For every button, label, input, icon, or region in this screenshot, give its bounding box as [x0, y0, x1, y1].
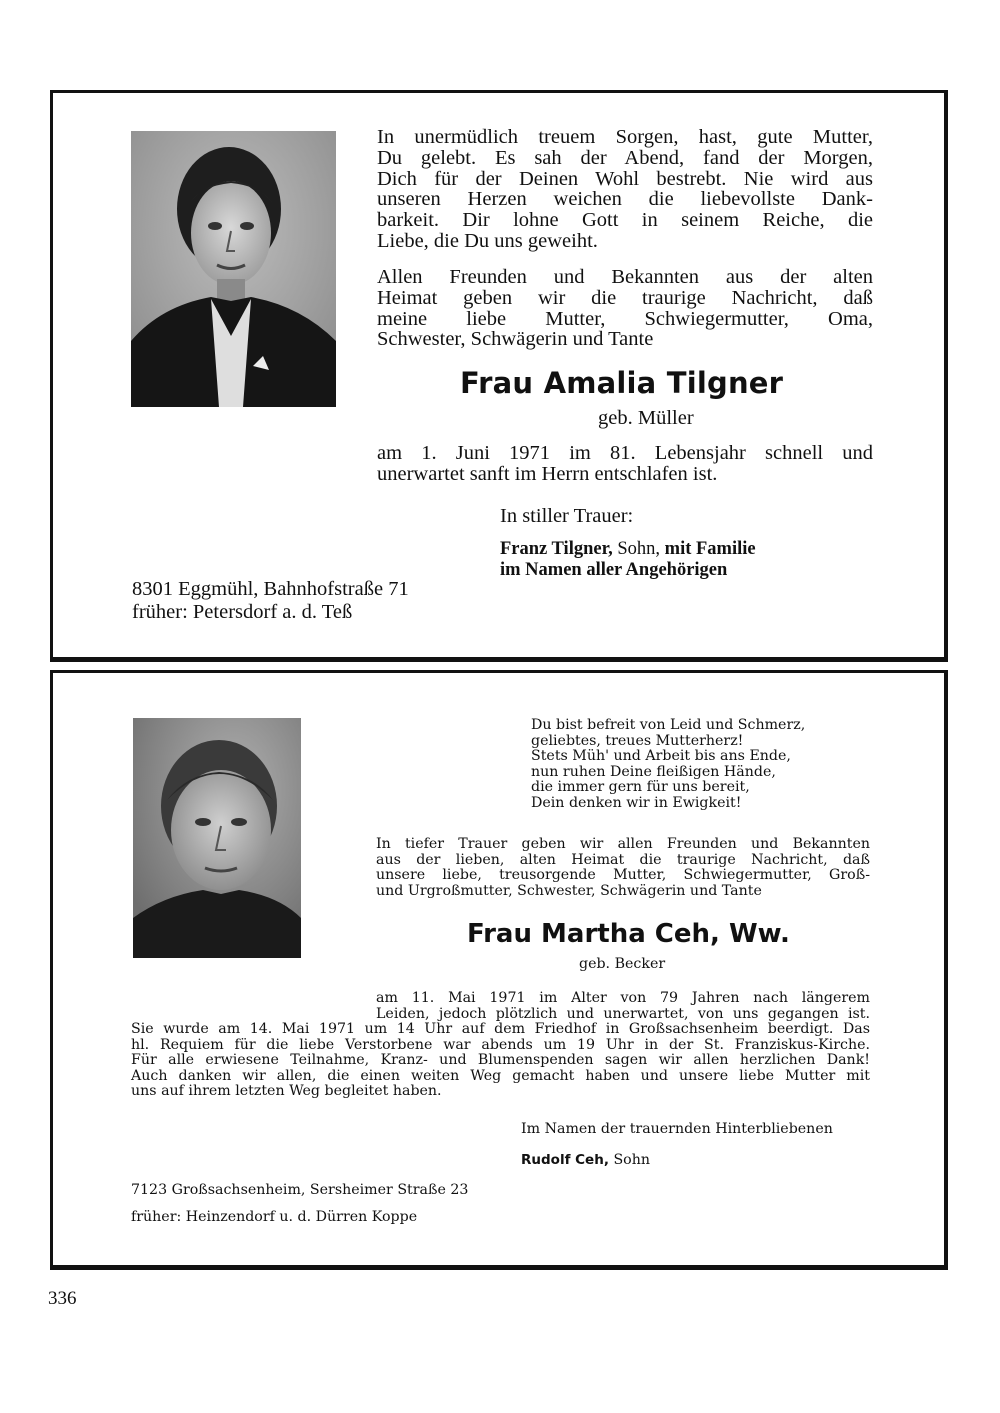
death-line: am 1. Juni 1971 im 81. Lebensjahr schnell und: [377, 442, 873, 464]
address: 7123 Großsachsenheim, Sersheimer Straße 23: [131, 1182, 469, 1198]
intro-line: meine liebe Mutter, Schwiegermutter, Oma,: [377, 307, 873, 330]
death-line: am 11. Mai 1971 im Alter von 79 Jahren nach längerem: [376, 990, 870, 1006]
deceased-name: Frau Amalia Tilgner: [460, 366, 784, 400]
intro-line: aus der lieben, alten Heimat die traurige Nachricht, daß: [376, 851, 870, 868]
former-address: früher: Petersdorf a. d. Teß: [132, 601, 353, 623]
verse-line: Stets Müh' und Arbeit bis ans Ende,: [531, 748, 791, 765]
page-number: 336: [48, 1288, 77, 1309]
funeral-line: Auch danken wir allen, die einen weiten Weg gemacht haben und unsere liebe Mutter mit: [131, 1067, 870, 1084]
memorial-verse: [377, 127, 873, 252]
mourning-heading: In stiller Trauer:: [500, 505, 634, 527]
maiden-name: geb. Müller: [598, 407, 694, 429]
maiden-name: geb. Becker: [579, 956, 666, 972]
intro-line: Heimat geben wir die traurige Nachricht, daß: [377, 286, 873, 309]
signer-line: im Namen aller Angehörigen: [500, 560, 728, 580]
death-line: unerwartet sanft im Herrn entschlafen ist.: [377, 462, 718, 485]
announcement-intro: [377, 267, 873, 350]
signer-relation: Sohn,: [612, 539, 665, 559]
signer-name: Franz Tilgner,: [500, 539, 613, 559]
funeral-details: [131, 1022, 870, 1100]
announcement-intro: [376, 837, 870, 899]
intro-line: Allen Freunden und Bekannten aus der alten: [377, 266, 873, 288]
verse-line: Dein denken wir in Ewigkeit!: [531, 794, 742, 811]
memorial-verse: [531, 718, 805, 812]
death-line: Leiden, jedoch plötzlich und unerwartet, von uns gegangen ist.: [376, 1005, 870, 1022]
intro-line: In tiefer Trauer geben wir allen Freunden und Bekannten: [376, 836, 870, 852]
deceased-name: Frau Martha Ceh, Ww.: [467, 919, 790, 949]
signature-block: [521, 1152, 650, 1168]
verse-line: Du bist befreit von Leid und Schmerz,: [531, 717, 806, 733]
obituary-notice-tilgner: [50, 90, 948, 662]
verse-line: barkeit. Dir lohne Gott in seinem Reiche, die: [377, 209, 873, 232]
mourning-heading: Im Namen der trauernden Hinterbliebenen: [521, 1121, 833, 1137]
verse-line: die immer gern für uns bereit,: [531, 779, 750, 796]
intro-line: unsere liebe, treusorgende Mutter, Schwiegermutter, Groß-: [376, 867, 870, 884]
funeral-line: Sie wurde am 14. Mai 1971 um 14 Uhr auf dem Friedhof in Großsachsenheim beerdigt. Das: [131, 1021, 870, 1037]
verse-line: nun ruhen Deine fleißigen Hände,: [531, 763, 776, 780]
verse-line: Liebe, die Du uns geweiht.: [377, 229, 598, 252]
funeral-line: hl. Requiem für die liebe Verstorbene war abends um 19 Uhr in der St. Franziskus-Kirche.: [131, 1036, 870, 1053]
intro-line: Schwester, Schwägerin und Tante: [377, 328, 654, 351]
verse-line: Du gelebt. Es sah der Abend, fand der Morgen,: [377, 146, 873, 169]
signer-family: mit Familie: [664, 539, 756, 559]
signature-block: [500, 539, 756, 581]
signer-name: Rudolf Ceh,: [521, 1152, 609, 1168]
signer-relation: Sohn: [608, 1152, 650, 1168]
verse-line: In unermüdlich treuem Sorgen, hast, gute Mutter,: [377, 126, 873, 148]
obituary-notice-ceh: [50, 670, 948, 1270]
funeral-line: uns auf ihrem letzten Weg begleitet haben.: [131, 1083, 442, 1100]
funeral-line: Für alle erwiesene Teilnahme, Kranz- und Blumenspenden sagen wir allen herzlichen Dank!: [131, 1052, 870, 1069]
intro-line: und Urgroßmutter, Schwester, Schwägerin und Tante: [376, 882, 762, 899]
portrait-photo-martha-ceh: [133, 718, 301, 958]
address: 8301 Eggmühl, Bahnhofstraße 71: [132, 578, 409, 600]
former-address: früher: Heinzendorf u. d. Dürren Koppe: [131, 1209, 418, 1225]
portrait-photo-amalia-tilgner: [131, 131, 336, 407]
verse-line: unseren Herzen weichen die liebevollste Dank-: [377, 188, 873, 211]
death-statement: [377, 443, 873, 485]
death-statement: [376, 991, 870, 1022]
verse-line: geliebtes, treues Mutterherz!: [531, 732, 744, 749]
verse-line: Dich für der Deinen Wohl bestrebt. Nie wird aus: [377, 167, 873, 190]
